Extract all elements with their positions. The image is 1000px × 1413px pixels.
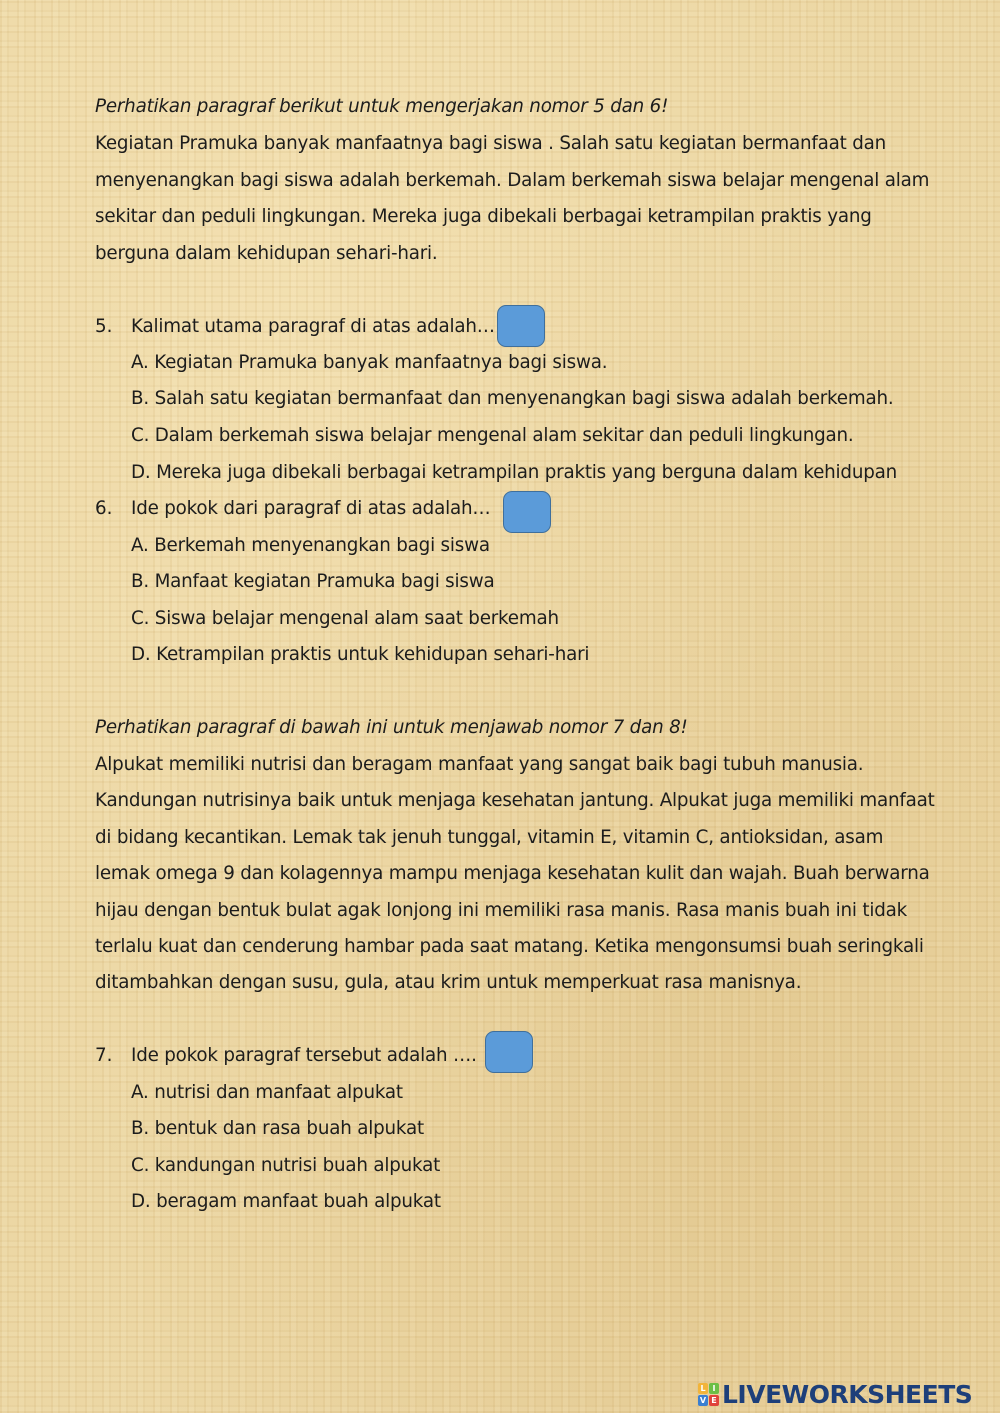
option-a: A. nutrisi dan manfaat alpukat	[131, 1082, 403, 1103]
logo-letter-v: V	[699, 1395, 707, 1405]
option-b: B. Salah satu kegiatan bermanfaat dan menyenangkan bagi siswa adalah berkemah.	[131, 388, 894, 409]
logo-text: LIVEWORKSHEETS	[722, 1379, 973, 1409]
question-number: 5.	[95, 316, 113, 337]
paragraph-2-line-1: Alpukat memiliki nutrisi dan beragam manfaat yang sangat baik bagi tubuh manusia.	[95, 754, 864, 775]
paragraph-2-line-7: ditambahkan dengan susu, gula, atau krim untuk memperkuat rasa manisnya.	[95, 972, 802, 993]
paragraph-1-line-1: Kegiatan Pramuka banyak manfaatnya bagi siswa . Salah satu kegiatan bermanfaat dan	[95, 133, 887, 154]
instruction-section-1: Perhatikan paragraf berikut untuk mengerjakan nomor 5 dan 6!	[95, 96, 669, 117]
logo-letter-i: I	[709, 1383, 719, 1394]
option-d: D. beragam manfaat buah alpukat	[131, 1191, 441, 1212]
paragraph-2-line-2: Kandungan nutrisinya baik untuk menjaga kesehatan jantung. Alpukat juga memiliki manfaat	[95, 790, 935, 811]
answer-input-q5[interactable]	[497, 305, 545, 347]
live-logo-icon	[698, 1383, 719, 1406]
question-number: 6.	[95, 498, 113, 519]
option-b: B. bentuk dan rasa buah alpukat	[131, 1118, 424, 1139]
paragraph-1-line-3: sekitar dan peduli lingkungan. Mereka juga dibekali berbagai ketrampilan praktis yang	[95, 206, 872, 227]
option-a: A. Berkemah menyenangkan bagi siswa	[131, 535, 490, 556]
option-c: C. kandungan nutrisi buah alpukat	[131, 1155, 441, 1176]
option-d: D. Mereka juga dibekali berbagai ketrampilan praktis yang berguna dalam kehidupan	[131, 462, 898, 483]
question-text: Kalimat utama paragraf di atas adalah…	[131, 316, 495, 337]
question-text: Ide pokok dari paragraf di atas adalah…	[131, 498, 491, 519]
option-a: A. Kegiatan Pramuka banyak manfaatnya bagi siswa.	[131, 352, 608, 373]
answer-input-q6[interactable]	[503, 491, 551, 533]
instruction-section-2: Perhatikan paragraf di bawah ini untuk menjawab nomor 7 dan 8!	[95, 717, 688, 738]
liveworksheets-logo	[698, 1380, 972, 1408]
question-number: 7.	[95, 1045, 113, 1066]
option-d: D. Ketrampilan praktis untuk kehidupan sehari-hari	[131, 644, 590, 665]
paragraph-2-line-4: lemak omega 9 dan kolagennya mampu menjaga kesehatan kulit dan wajah. Buah berwarna	[95, 863, 930, 884]
option-c: C. Dalam berkemah siswa belajar mengenal alam sekitar dan peduli lingkungan.	[131, 425, 854, 446]
option-c: C. Siswa belajar mengenal alam saat berkemah	[131, 608, 559, 629]
paragraph-1-line-2: menyenangkan bagi siswa adalah berkemah. Dalam berkemah siswa belajar mengenal alam	[95, 170, 930, 191]
question-text: Ide pokok paragraf tersebut adalah ….	[131, 1045, 477, 1066]
paragraph-2-line-6: terlalu kuat dan cenderung hambar pada saat matang. Ketika mengonsumsi buah seringkali	[95, 936, 924, 957]
paragraph-2-line-5: hijau dengan bentuk bulat agak lonjong ini memiliki rasa manis. Rasa manis buah ini tidak	[95, 900, 908, 921]
option-b: B. Manfaat kegiatan Pramuka bagi siswa	[131, 571, 495, 592]
paragraph-1-line-4: berguna dalam kehidupan sehari-hari.	[95, 243, 438, 264]
paragraph-2-line-3: di bidang kecantikan. Lemak tak jenuh tunggal, vitamin E, vitamin C, antioksidan, asam	[95, 827, 884, 848]
logo-letter-l: L	[698, 1383, 708, 1394]
answer-input-q7[interactable]	[485, 1031, 533, 1073]
logo-letter-e: E	[709, 1395, 719, 1406]
